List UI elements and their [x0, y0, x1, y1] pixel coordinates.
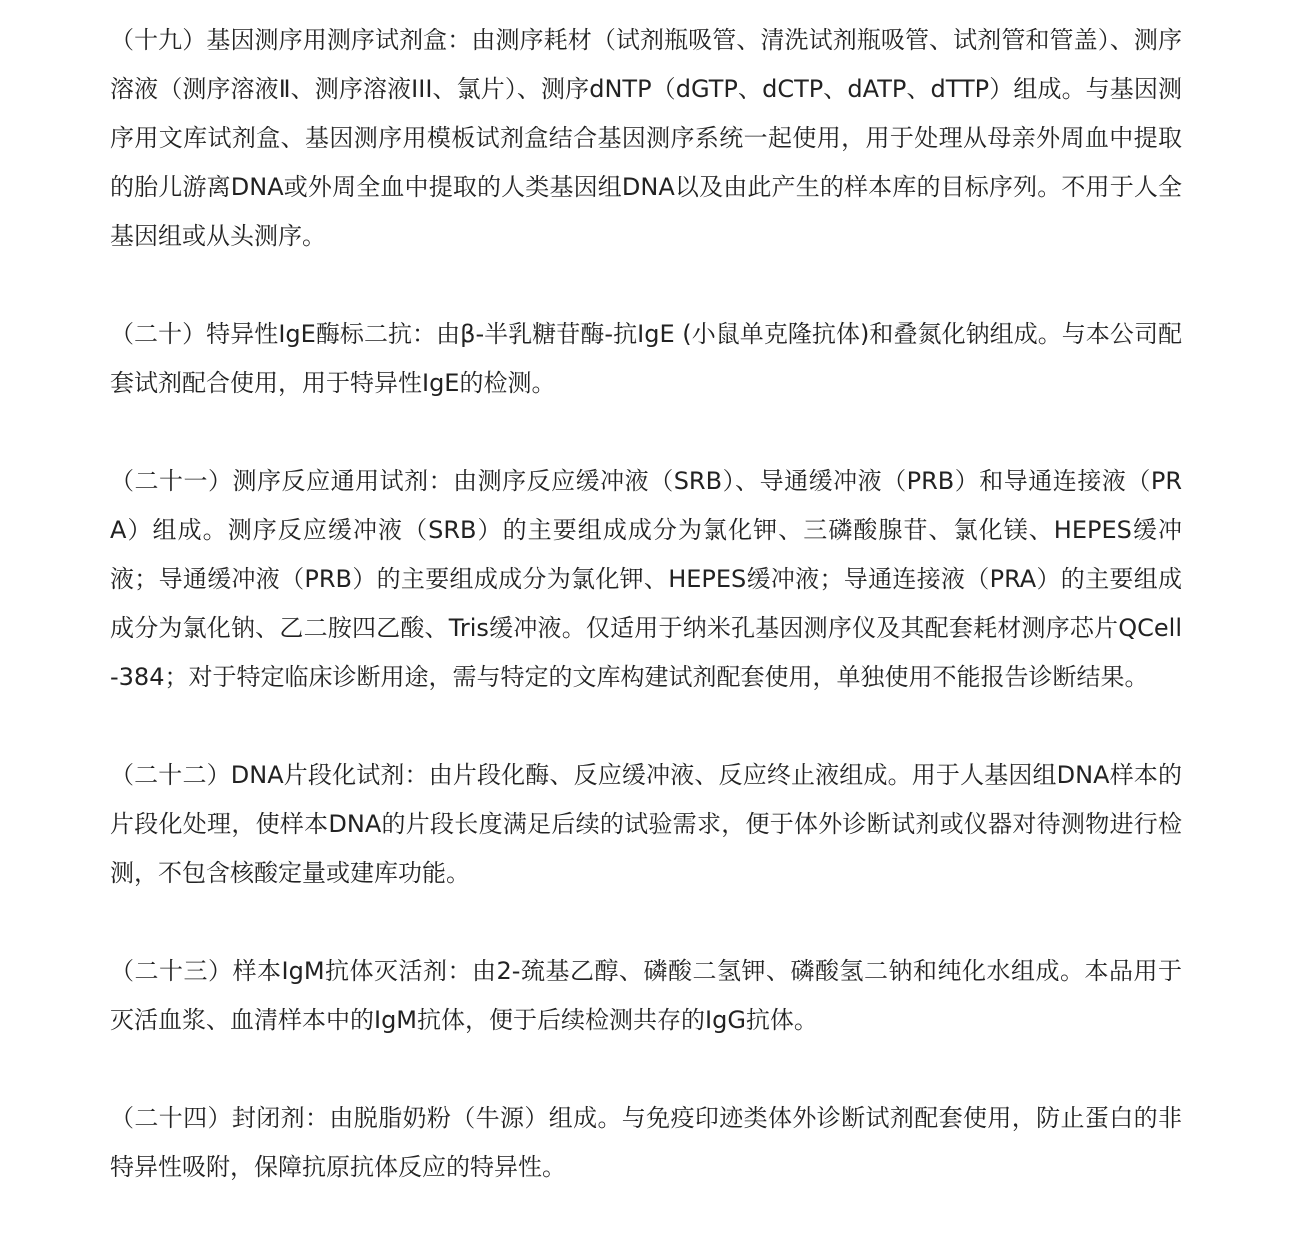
- paragraph-item-19: （十九）基因测序用测序试剂盒：由测序耗材（试剂瓶吸管、清洗试剂瓶吸管、试剂管和管盖）、测序溶液（测序溶液Ⅱ、测序溶液III、氯片）、测序dNTP（dGTP、dCTP、dATP、dTTP）组成。与基因测序用文库试剂盒、基因测序用模板试剂盒结合基因测序系统一起使用，用于处理从母亲外周血中提取的胎儿游离DNA或外周全血中提取的人类基因组DNA以及由此产生的样本库的目标序列。不用于人全基因组或从头测序。: [110, 26, 1182, 250]
- document-body: [110, 16, 1182, 1192]
- paragraph-item-21: （二十一）测序反应通用试剂：由测序反应缓冲液（SRB）、导通缓冲液（PRB）和导通连接液（PRA）组成。测序反应缓冲液（SRB）的主要组成成分为氯化钾、三磷酸腺苷、氯化镁、HEPES缓冲液；导通缓冲液（PRB）的主要组成成分为氯化钾、HEPES缓冲液；导通连接液（PRA）的主要组成成分为氯化钠、乙二胺四乙酸、Tris缓冲液。仅适用于纳米孔基因测序仪及其配套耗材测序芯片QCell-384；对于特定临床诊断用途，需与特定的文库构建试剂配套使用，单独使用不能报告诊断结果。: [110, 467, 1182, 691]
- paragraph-item-23: （二十三）样本IgM抗体灭活剂：由2-巯基乙醇、磷酸二氢钾、磷酸氢二钠和纯化水组成。本品用于灭活血浆、血清样本中的IgM抗体，便于后续检测共存的IgG抗体。: [110, 957, 1182, 1034]
- paragraph-item-22: （二十二）DNA片段化试剂：由片段化酶、反应缓冲液、反应终止液组成。用于人基因组DNA样本的片段化处理，使样本DNA的片段长度满足后续的试验需求，便于体外诊断试剂或仪器对待测物进行检测，不包含核酸定量或建库功能。: [110, 761, 1182, 887]
- paragraph-item-20: （二十）特异性IgE酶标二抗：由β-半乳糖苷酶-抗IgE (小鼠单克隆抗体)和叠氮化钠组成。与本公司配套试剂配合使用，用于特异性IgE的检测。: [110, 320, 1182, 397]
- paragraph-item-24: （二十四）封闭剂：由脱脂奶粉（牛源）组成。与免疫印迹类体外诊断试剂配套使用，防止蛋白的非特异性吸附，保障抗原抗体反应的特异性。: [110, 1104, 1182, 1181]
